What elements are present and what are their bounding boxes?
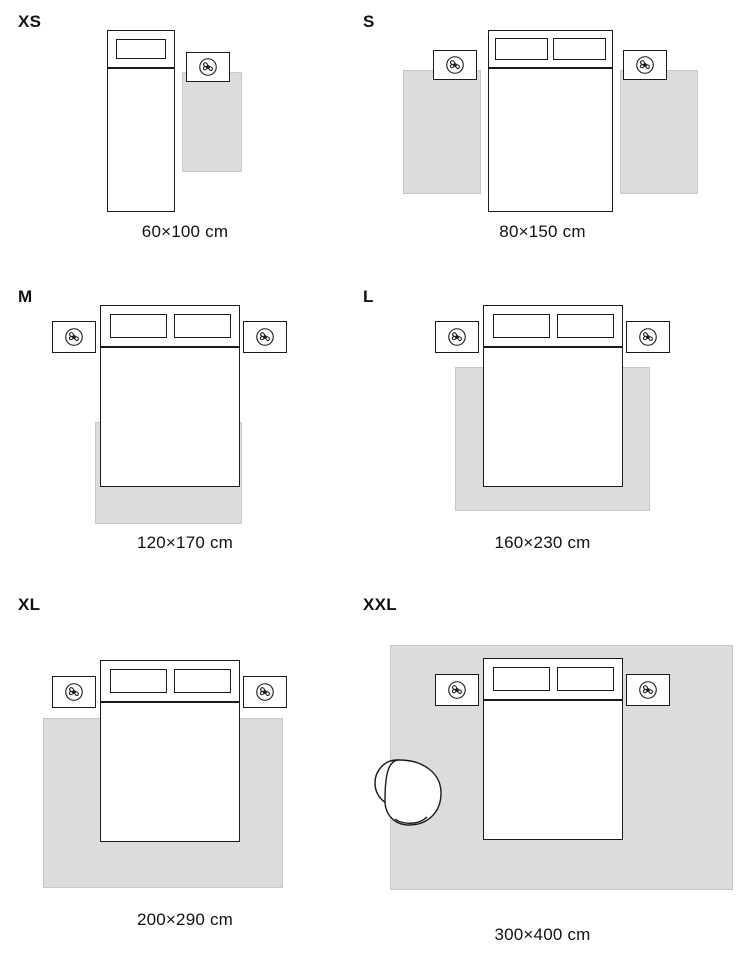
pillow-m-right — [174, 314, 231, 338]
size-cell-xl — [0, 585, 370, 960]
dimension-label-xs: 60×100 cm — [141, 222, 229, 241]
rug-shape-xs — [182, 72, 242, 172]
lamp-icon — [634, 54, 656, 76]
bed-xs — [107, 68, 175, 212]
size-cell-s — [345, 0, 740, 268]
dimension-label-xl: 200×290 cm — [136, 910, 234, 929]
lamp-icon — [254, 326, 276, 348]
size-label-xl: XL — [18, 595, 41, 614]
lamp-icon — [444, 54, 466, 76]
pillow-xl-right — [174, 669, 231, 693]
size-label-l: L — [363, 287, 374, 306]
size-cell-l — [345, 275, 740, 575]
nightstand-s-right — [623, 50, 667, 80]
lamp-icon — [446, 326, 468, 348]
room-illustration-xxl — [345, 645, 740, 910]
room-illustration-xs — [0, 22, 370, 197]
lamp-icon — [197, 56, 219, 78]
pillow-xl-left — [110, 669, 167, 693]
size-label-xxl: XXL — [363, 595, 397, 614]
bed-s — [488, 68, 613, 212]
pillow-s-left — [495, 38, 548, 60]
nightstand-xxl-left — [435, 674, 479, 706]
dimension-label-l: 160×230 cm — [494, 533, 591, 552]
nightstand-xs — [186, 52, 230, 82]
nightstand-l-left — [435, 321, 479, 353]
nightstand-s-left — [433, 50, 477, 80]
nightstand-l-right — [626, 321, 670, 353]
bed-xxl — [483, 700, 623, 840]
dimension-label-xxl: 300×400 cm — [494, 925, 591, 944]
size-cell-xs — [0, 0, 370, 268]
nightstand-xxl-right — [626, 674, 670, 706]
bed-xl — [100, 702, 240, 842]
nightstand-m-left — [52, 321, 96, 353]
rug-shape-s-left — [403, 70, 481, 194]
nightstand-xl-right — [243, 676, 287, 708]
lamp-icon — [254, 681, 276, 703]
pillow-m-left — [110, 314, 167, 338]
lamp-icon — [637, 326, 659, 348]
lamp-icon — [63, 681, 85, 703]
room-illustration-xl — [0, 660, 370, 910]
size-cell-m — [0, 275, 370, 575]
size-label-s: S — [363, 12, 375, 31]
dimension-label-s: 80×150 cm — [499, 222, 586, 241]
armchair-xxl — [365, 753, 460, 833]
size-label-m: M — [18, 287, 33, 306]
nightstand-m-right — [243, 321, 287, 353]
pillow-l-left — [493, 314, 550, 338]
nightstand-xl-left — [52, 676, 96, 708]
lamp-icon — [63, 326, 85, 348]
rug-shape-s-right — [620, 70, 698, 194]
size-cell-xxl — [345, 585, 740, 960]
lamp-icon — [637, 679, 659, 701]
pillow-xxl-right — [557, 667, 614, 691]
room-illustration-l — [345, 297, 740, 522]
bed-m — [100, 347, 240, 487]
pillow-xs — [116, 39, 166, 59]
pillow-l-right — [557, 314, 614, 338]
pillow-s-right — [553, 38, 606, 60]
pillow-xxl-left — [493, 667, 550, 691]
bed-l — [483, 347, 623, 487]
armchair-icon — [365, 753, 460, 833]
lamp-icon — [446, 679, 468, 701]
size-label-xs: XS — [18, 12, 42, 31]
room-illustration-m — [0, 297, 370, 522]
room-illustration-s — [345, 22, 740, 197]
dimension-label-m: 120×170 cm — [136, 533, 234, 552]
